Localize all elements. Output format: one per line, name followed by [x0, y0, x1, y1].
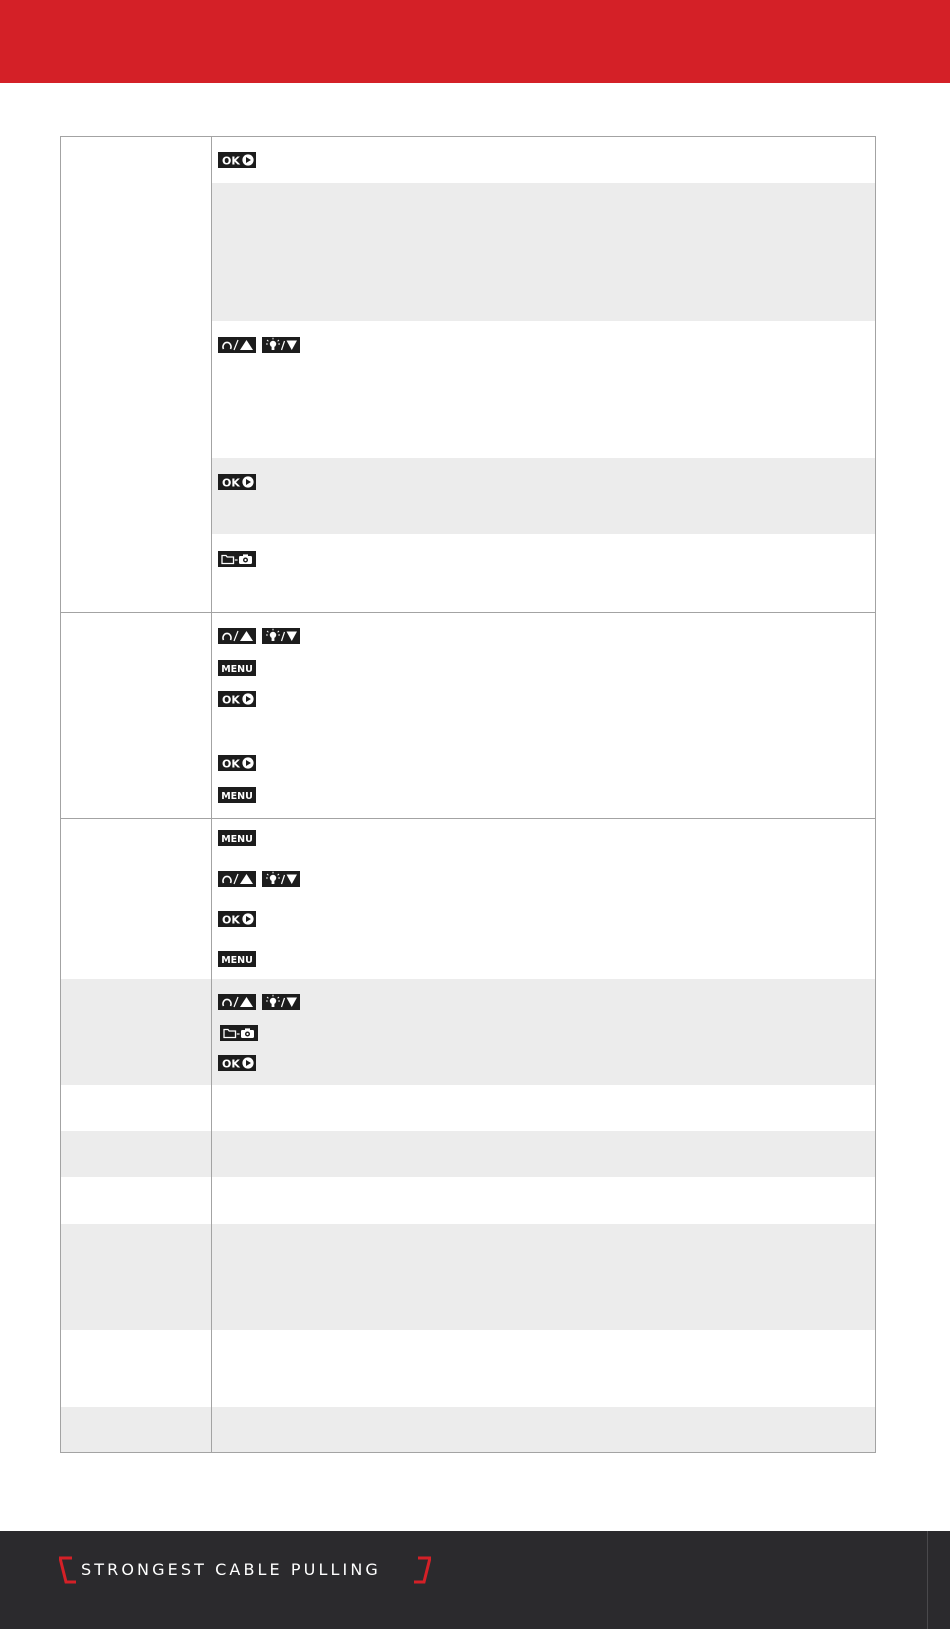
row-divider: [61, 818, 875, 819]
footer-bar: [0, 1531, 950, 1629]
ok-play-icon: [218, 755, 256, 771]
header-bar: [0, 0, 950, 83]
ok-play-icon: [218, 911, 256, 927]
table-row: [61, 1131, 875, 1177]
light-down-icon: [262, 994, 300, 1010]
ok-play-icon: [218, 691, 256, 707]
light-down-icon: [262, 628, 300, 644]
ok-play-icon: [218, 1055, 256, 1071]
rotate-up-icon: [218, 994, 256, 1010]
menu-icon: [218, 787, 256, 803]
row-divider: [61, 612, 875, 613]
rotate-up-icon: [218, 871, 256, 887]
rotate-up-icon: [218, 628, 256, 644]
folder-camera-icon: [220, 1025, 258, 1041]
light-down-icon: [262, 337, 300, 353]
table-row: [61, 1407, 875, 1452]
ok-play-icon: [218, 152, 256, 168]
rotate-up-icon: [218, 337, 256, 353]
table-row: [61, 1224, 875, 1330]
brand-tagline: STRONGEST CABLE PULLING: [81, 1560, 381, 1579]
table-row: [212, 458, 875, 534]
folder-camera-icon: [218, 551, 256, 567]
table-row: [61, 979, 875, 1085]
button-function-table: [60, 136, 876, 1453]
menu-icon: [218, 830, 256, 846]
menu-icon: [218, 951, 256, 967]
column-divider: [211, 137, 212, 1452]
light-down-icon: [262, 871, 300, 887]
footer-divider: [927, 1531, 928, 1629]
ok-play-icon: [218, 474, 256, 490]
table-row: [212, 183, 875, 321]
brand-logo: [59, 1556, 431, 1584]
menu-icon: [218, 660, 256, 676]
